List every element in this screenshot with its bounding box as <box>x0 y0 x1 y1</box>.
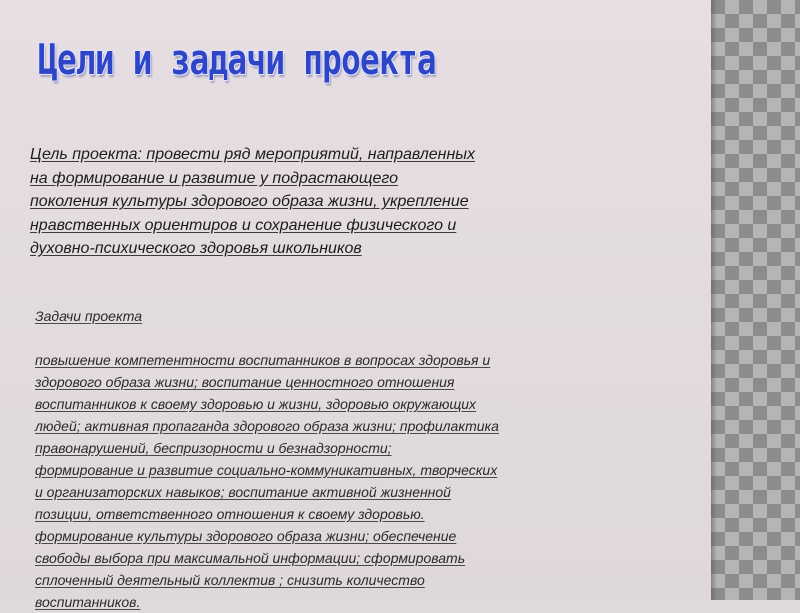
tasks-heading: Задачи проекта <box>35 308 143 324</box>
project-goal-text: Цель проекта: провести ряд мероприятий, направленных на формирование и развитие у подрастающего поколения культуры здорового образа жизни, укрепление нравственных ориентиров и сохранение физического и духовно-психического здоровья школьников <box>30 146 476 257</box>
tasks-text: повышение компетентности воспитанников в вопросах здоровья и здорового образа жизни; воспитание ценностного отношения воспитанников к своему здоровью и жизни, здоровью окружающих людей; активная пропаганда здорового образа жизни; профилактика правонарушений, беспризорности и безнадзорности; формирование и развитие социально-коммуникативных, творческих и организаторских навыков; воспитание активной жизненной позиции, ответственного отношения к своему здоровью. формирование культуры здорового образа жизни; обеспечение свободы выбора при максимальной информации; сформировать сплоченный деятельный коллектив ; снизить количество воспитанников. <box>35 352 499 610</box>
slide-title: Цели и задачи проекта <box>38 35 436 84</box>
decorative-side-panel <box>711 0 800 600</box>
project-tasks-block <box>35 283 635 613</box>
